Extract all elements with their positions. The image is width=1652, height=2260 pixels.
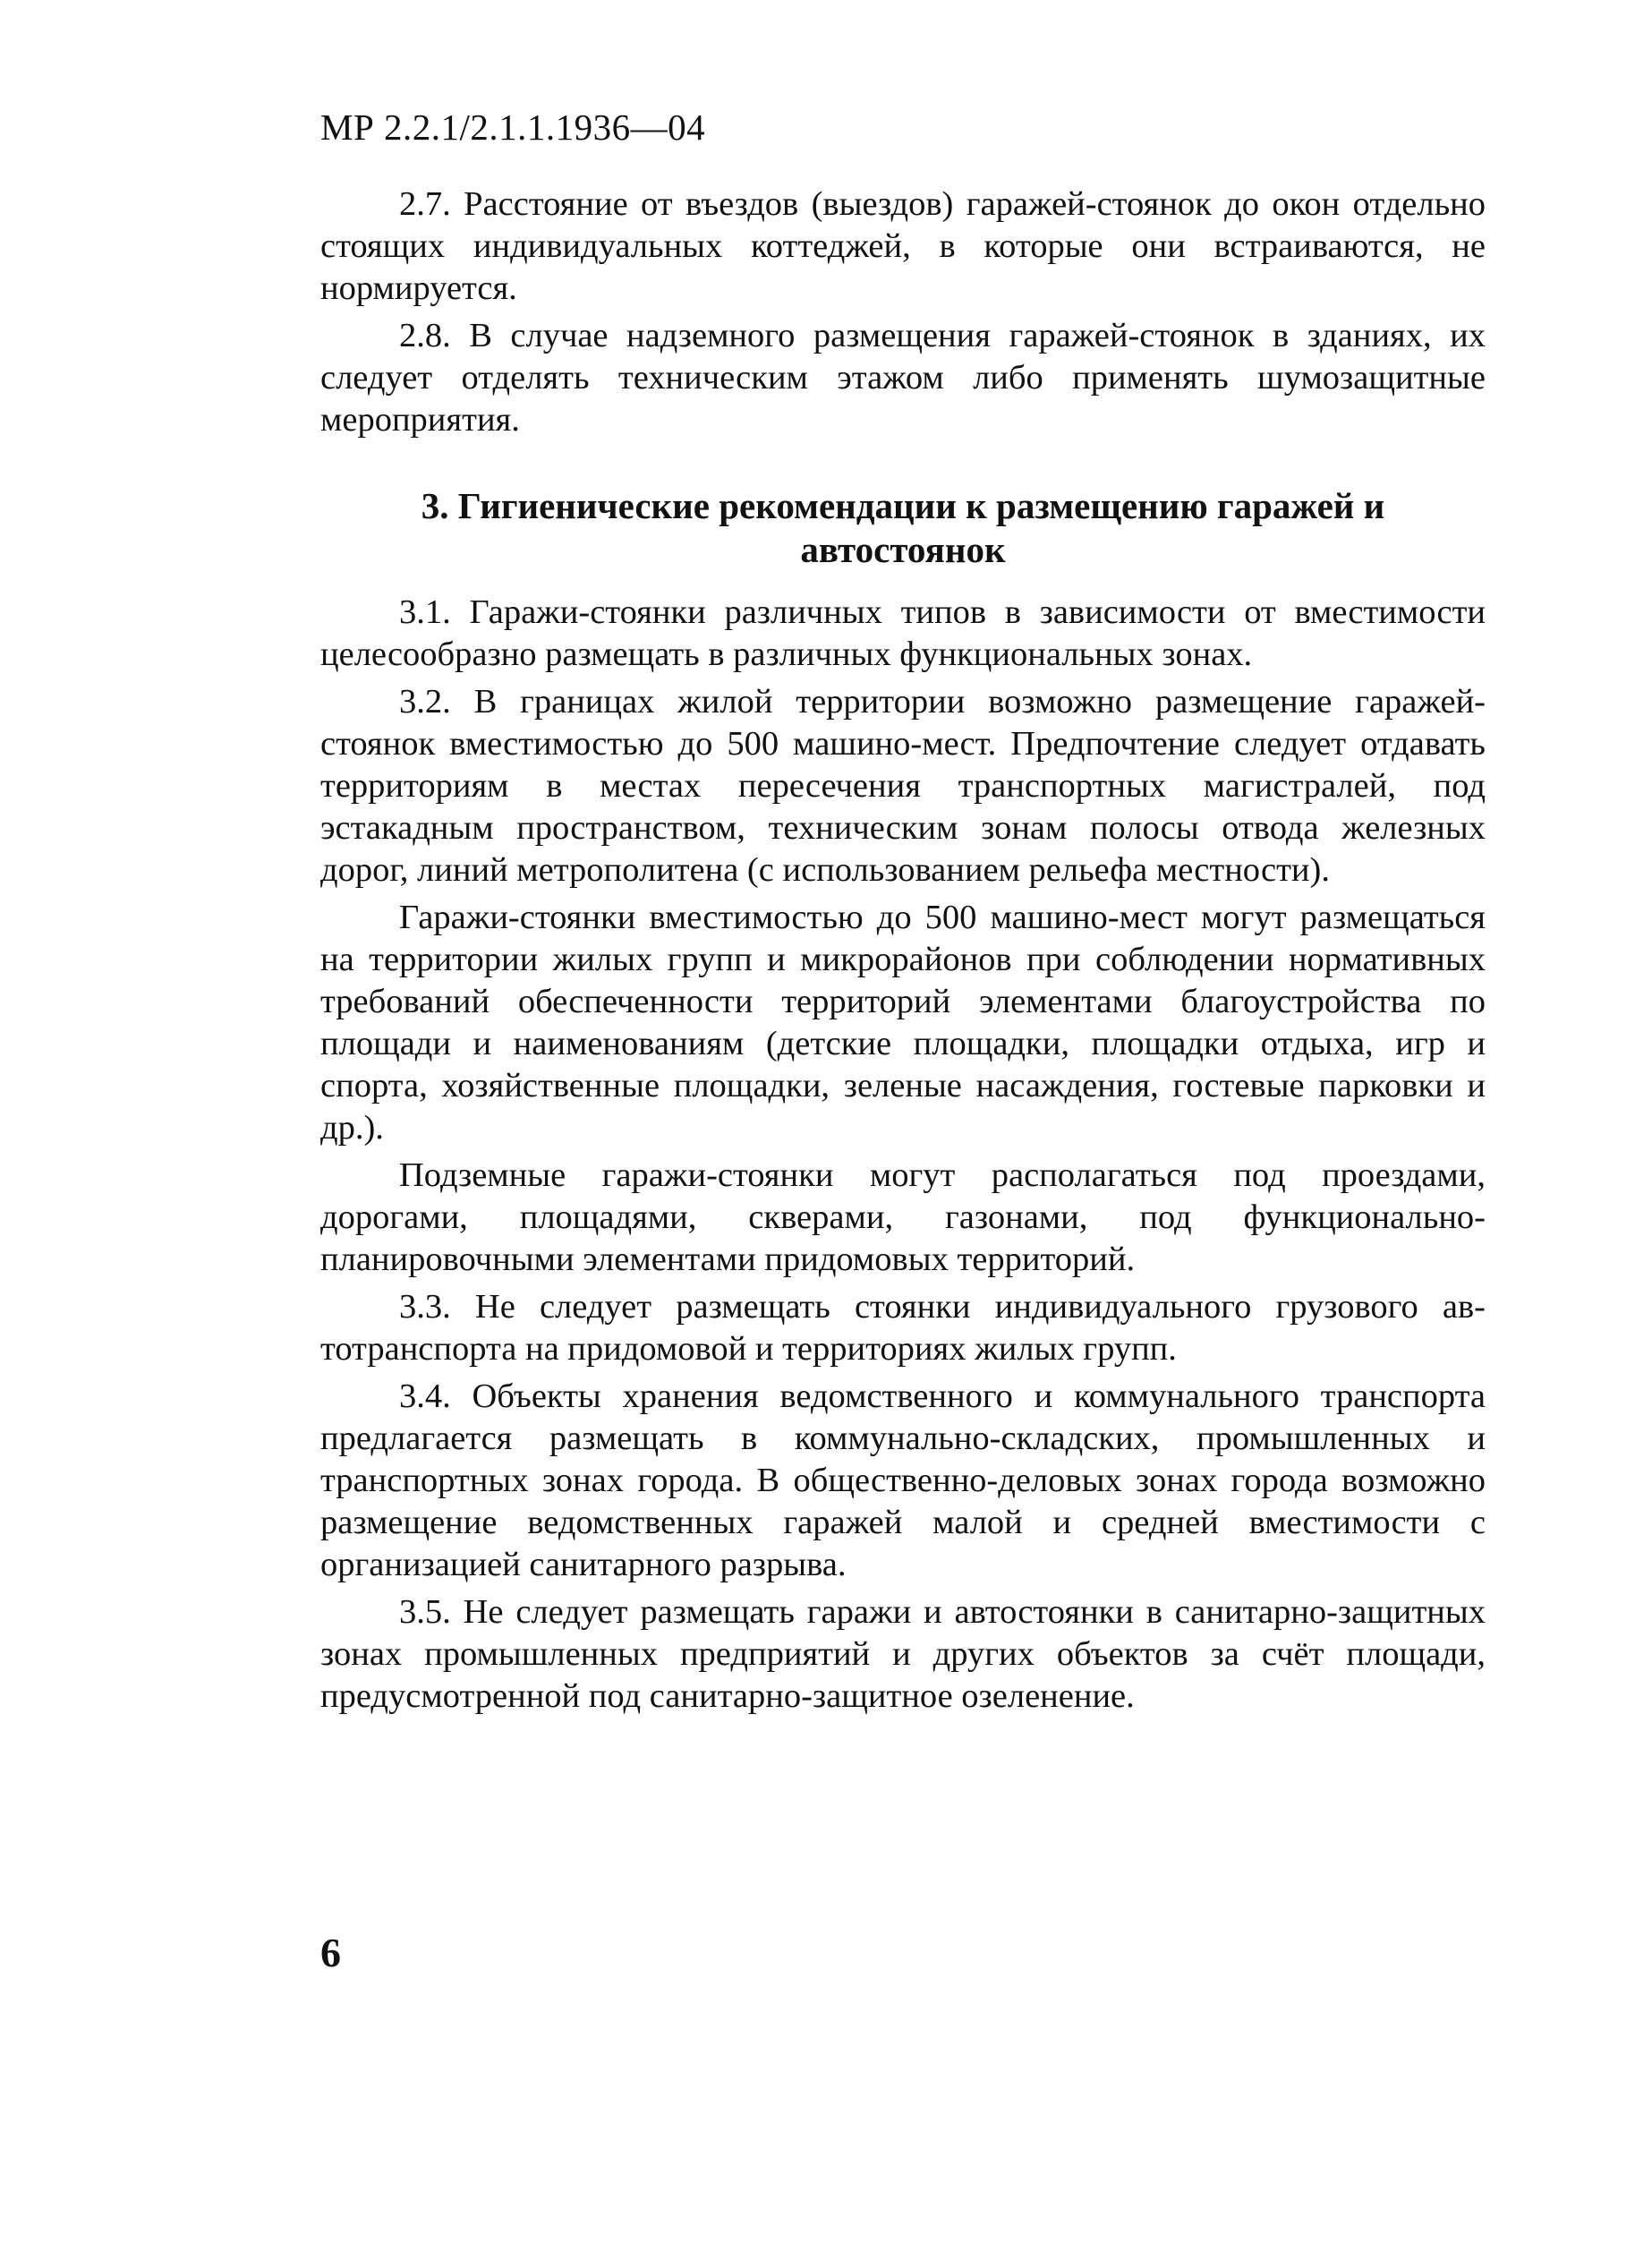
paragraph-3-2: 3.2. В границах жилой территории возможно размещение гаражей-стоянок вместимостью до 500 машино-мест. Предпочтение следует отдавать территориям в местах пересечения транспортных магистралей, под эстакадным пространством, техническим зонам полосы отвода железных дорог, линий метрополитена (с использованием рельефа местности). (320, 683, 1486, 889)
paragraph-garages-capacity: Гаражи-стоянки вместимостью до 500 машино-мест могут размещаться на территории жилых групп и микрорайонов при соблюдении нормативных требований обеспеченности территорий элементами благоустройства по площади и наименованиям (детские площадки, площадки отдыха, игр и спорта, хозяйственные площадки, зеленые насаждения, гостевые парковки и др.). (320, 899, 1486, 1147)
paragraph-2-7: 2.7. Расстояние от въездов (выездов) гаражей-стоянок до окон отдельно стоящих индивидуальных коттеджей, в которые они встраиваются, не нормируется. (320, 185, 1486, 307)
page-content (320, 183, 1486, 1718)
paragraph-underground-garages: Подземные гаражи-стоянки могут располагаться под проездами, дорогами, площадями, скверами, газонами, под функционально-планировочными элементами придомовых территорий. (320, 1156, 1486, 1278)
section-title: 3. Гигиенические рекомендации к размещению гаражей и автостоянок (421, 485, 1385, 570)
document-code: МР 2.2.1/2.1.1.1936—04 (320, 107, 706, 148)
paragraph-3-5: 3.5. Не следует размещать гаражи и автостоянки в санитарно-защитных зонах промышленных предприятий и других объектов за счёт площади, предусмотренной под санитарно-защитное озеленение. (320, 1593, 1486, 1715)
paragraph-3-1: 3.1. Гаражи-стоянки различных типов в зависимости от вместимости целесообразно размещать в различных функциональных зонах. (320, 593, 1486, 673)
paragraph-3-3: 3.3. Не следует размещать стоянки индивидуального грузового автотранспорта на придомовой и территориях жилых групп. (320, 1288, 1486, 1368)
page-number: 6 (320, 1930, 341, 1975)
paragraph-2-8: 2.8. В случае надземного размещения гаражей-стоянок в зданиях, их следует отделять техническим этажом либо применять шумозащитные мероприятия. (320, 317, 1486, 439)
paragraph-3-4: 3.4. Объекты хранения ведомственного и коммунального транспорта предлагается размещать в коммунально-складских, промышленных и транспортных зонах города. В общественно-деловых зонах города возможно размещение ведомственных гаражей малой и средней вместимости с организацией санитарного разрыва. (320, 1377, 1486, 1583)
